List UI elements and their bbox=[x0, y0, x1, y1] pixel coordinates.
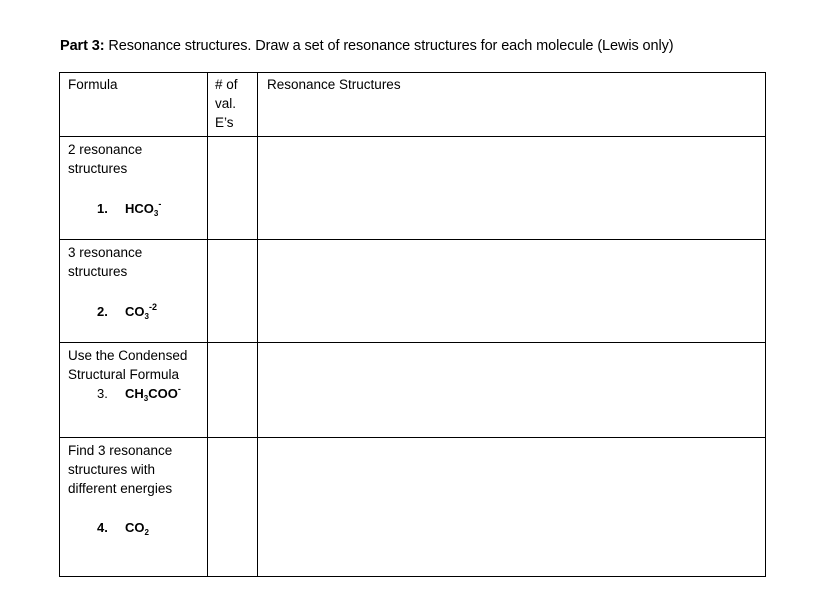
formula-subscript: 3 bbox=[143, 394, 149, 403]
resonance-structures-answer-cell[interactable] bbox=[258, 137, 766, 240]
valence-electrons-answer-cell[interactable] bbox=[208, 240, 258, 343]
molecule-formula bbox=[68, 199, 207, 220]
formula-part1: CH bbox=[125, 386, 144, 401]
formula-cell bbox=[60, 438, 208, 577]
resonance-structures-answer-cell[interactable] bbox=[258, 438, 766, 577]
valence-electrons-answer-cell[interactable] bbox=[208, 438, 258, 577]
formula-cell bbox=[60, 137, 208, 240]
header-valence-line1: # of bbox=[215, 77, 238, 92]
header-formula bbox=[60, 73, 208, 137]
formula-charge: - bbox=[177, 384, 181, 394]
molecule-formula bbox=[68, 302, 207, 323]
row-desc-line2: structures bbox=[68, 161, 128, 176]
formula-cell bbox=[60, 240, 208, 343]
header-valence-line2: val. bbox=[215, 96, 237, 111]
table-row bbox=[60, 240, 766, 343]
formula-main: CO bbox=[125, 304, 145, 319]
formula-part2: COO bbox=[148, 386, 178, 401]
item-number: 2. bbox=[97, 304, 108, 319]
row-desc-line1: Use the Condensed bbox=[68, 348, 188, 363]
resonance-structures-answer-cell[interactable] bbox=[258, 343, 766, 438]
worksheet-heading bbox=[60, 38, 673, 54]
table-row bbox=[60, 137, 766, 240]
resonance-table bbox=[59, 72, 766, 577]
valence-electrons-answer-cell[interactable] bbox=[208, 343, 258, 438]
formula-subscript: 3 bbox=[153, 209, 159, 218]
row-desc-line2: structures bbox=[68, 264, 128, 279]
header-valence bbox=[208, 73, 258, 137]
formula-charge: - bbox=[158, 199, 162, 209]
header-formula-label: Formula bbox=[68, 77, 118, 92]
header-resonance bbox=[258, 73, 766, 137]
item-number: 3. bbox=[97, 386, 108, 401]
table-row bbox=[60, 438, 766, 577]
resonance-structures-answer-cell[interactable] bbox=[258, 240, 766, 343]
row-desc-line1: 2 resonance bbox=[68, 142, 143, 157]
part-label: Part 3: bbox=[60, 38, 105, 54]
formula-cell bbox=[60, 343, 208, 438]
valence-electrons-answer-cell[interactable] bbox=[208, 137, 258, 240]
row-desc-line3: different energies bbox=[68, 481, 173, 496]
table-header-row bbox=[60, 73, 766, 137]
formula-main: CO bbox=[125, 520, 145, 535]
row-desc-line2: structures with bbox=[68, 462, 156, 477]
row-desc-line1: 3 resonance bbox=[68, 245, 143, 260]
row-desc-line1: Find 3 resonance bbox=[68, 443, 173, 458]
formula-subscript: 3 bbox=[144, 312, 149, 321]
item-number: 1. bbox=[97, 201, 108, 216]
header-resonance-label: Resonance Structures bbox=[267, 77, 401, 92]
formula-subscript: 2 bbox=[144, 528, 149, 537]
molecule-formula bbox=[68, 384, 207, 405]
table-row bbox=[60, 343, 766, 438]
item-number: 4. bbox=[97, 520, 108, 535]
heading-text: Resonance structures. Draw a set of resonance structures for each molecule (Lewis only) bbox=[104, 38, 674, 54]
molecule-formula bbox=[68, 518, 207, 539]
formula-charge: -2 bbox=[148, 302, 157, 312]
header-valence-line3: E’s bbox=[215, 115, 234, 130]
formula-main: HCO bbox=[125, 201, 154, 216]
row-desc-line2: Structural Formula bbox=[68, 367, 180, 382]
